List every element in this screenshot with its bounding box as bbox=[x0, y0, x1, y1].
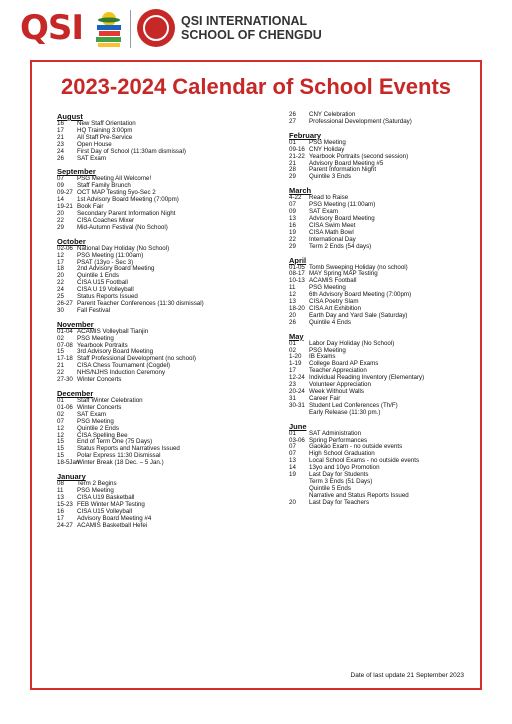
event-text: Teacher Appreciation bbox=[309, 367, 367, 375]
event-row bbox=[289, 500, 479, 507]
event-text: CISA Art Exhibition bbox=[309, 304, 361, 312]
event-text: Quintile 2 Ends bbox=[77, 424, 119, 432]
event-text: Narrative and Status Reports Issued bbox=[309, 491, 409, 499]
event-text: Status Reports Issued bbox=[77, 293, 138, 301]
event-date: 26 bbox=[289, 111, 296, 118]
event-text: CISA Swim Meet bbox=[309, 221, 356, 229]
event-text: PSG Meeting (11:00am) bbox=[309, 201, 376, 209]
event-text: Secondary Parent Information Night bbox=[77, 209, 176, 217]
event-date: 15 bbox=[57, 445, 64, 453]
event-date: 07 bbox=[289, 201, 296, 209]
event-date: 09-27 bbox=[57, 189, 73, 197]
event-date: 17 bbox=[289, 367, 296, 375]
event-text: Staff Family Brunch bbox=[77, 182, 131, 190]
event-date: 29 bbox=[57, 223, 64, 231]
event-text: CISA U19 Basketball bbox=[77, 493, 135, 501]
event-text: CISA Chess Tournament (Cogdel) bbox=[77, 362, 171, 370]
event-date: 1-20 bbox=[289, 353, 302, 361]
month-heading: December bbox=[57, 389, 94, 398]
event-text: Labor Day Holiday (No School) bbox=[309, 339, 395, 347]
event-date: 22 bbox=[57, 279, 64, 287]
event-row bbox=[57, 156, 257, 163]
event-text: IB Exams bbox=[309, 353, 336, 361]
event-date: 20-24 bbox=[289, 388, 305, 395]
header-divider bbox=[130, 10, 131, 48]
event-date: 09 bbox=[57, 182, 64, 190]
month-section bbox=[289, 332, 479, 417]
event-row bbox=[57, 225, 257, 232]
event-date: 20 bbox=[57, 272, 64, 280]
event-text: HQ Training 3:00pm bbox=[77, 126, 133, 134]
event-date: 31 bbox=[289, 394, 296, 402]
event-date: 1-19 bbox=[289, 360, 302, 368]
event-date bbox=[289, 486, 309, 493]
event-text: Book Fair bbox=[77, 203, 104, 211]
event-date: 16 bbox=[289, 221, 296, 229]
event-date: 29 bbox=[289, 242, 296, 250]
event-date: 24 bbox=[57, 286, 64, 294]
month-section bbox=[289, 112, 479, 126]
event-date: 26 bbox=[289, 318, 296, 326]
event-text: ACAMIS Basketball Hefei bbox=[77, 521, 148, 529]
event-date: 17-18 bbox=[57, 355, 73, 363]
event-text: CNY Celebration bbox=[309, 111, 356, 118]
event-text: PSG Meeting bbox=[77, 486, 114, 494]
event-date: 07-08 bbox=[57, 341, 73, 349]
month-section bbox=[289, 256, 479, 327]
event-text: Professional Development (Saturday) bbox=[309, 117, 412, 125]
event-date: 21 bbox=[57, 133, 64, 141]
event-text: FEB Winter MAP Testing bbox=[77, 500, 145, 508]
event-text: All Staff Pre-Service bbox=[77, 133, 133, 141]
event-text: Term 3 Ends (51 Days) bbox=[309, 477, 373, 485]
event-text: Term 2 Begins bbox=[77, 480, 117, 488]
event-text: CISA U15 Volleyball bbox=[77, 507, 133, 515]
school-seal-icon bbox=[137, 9, 175, 47]
event-date: 01-05 bbox=[289, 263, 305, 271]
event-date: 16 bbox=[57, 507, 64, 515]
event-text: Mid-Autumn Festival (No School) bbox=[77, 223, 168, 231]
event-text: International Day bbox=[309, 235, 356, 243]
month-heading: March bbox=[289, 186, 312, 196]
event-text: Gaokao Exam - no outside events bbox=[309, 443, 403, 451]
event-text: PSG Meeting bbox=[77, 417, 114, 425]
event-date: 28 bbox=[289, 166, 296, 174]
month-section bbox=[289, 131, 479, 181]
event-date: 12 bbox=[57, 251, 64, 259]
month-section bbox=[57, 389, 257, 467]
event-date: 27-30 bbox=[57, 376, 73, 384]
event-text: CISA Math Bowl bbox=[309, 228, 354, 236]
event-date: 01 bbox=[289, 138, 296, 146]
event-text: PSG Meeting bbox=[77, 334, 114, 342]
event-text: Open House bbox=[77, 140, 112, 148]
page-header bbox=[0, 0, 512, 56]
event-text: Yearbook Portraits (second session) bbox=[309, 152, 409, 160]
event-date: 18-20 bbox=[289, 304, 305, 312]
event-date: 23 bbox=[57, 140, 64, 148]
event-text: CISA Coaches Mixer bbox=[77, 216, 135, 224]
event-text: Earth Day and Yard Sale (Saturday) bbox=[309, 311, 408, 319]
event-date: 11 bbox=[57, 486, 64, 494]
school-name-line2: SCHOOL OF CHENGDU bbox=[181, 28, 322, 42]
event-text: Student Led Conferences (Th/F) bbox=[309, 401, 398, 409]
right-column bbox=[289, 112, 479, 507]
event-text: Career Fair bbox=[309, 394, 341, 402]
event-text: Polar Express 11:30 Dismissal bbox=[77, 452, 161, 460]
event-text: Status Reports and Narratives Issued bbox=[77, 445, 180, 453]
school-name-line1: QSI INTERNATIONAL bbox=[181, 14, 308, 28]
event-date: 07 bbox=[289, 443, 296, 451]
event-text: 6th Advisory Board Meeting (7:00pm) bbox=[309, 291, 412, 299]
event-text: Staff Winter Celebration bbox=[77, 397, 143, 404]
event-date: 02 bbox=[289, 346, 296, 354]
event-text: Winter Concerts bbox=[77, 403, 122, 411]
event-text: High School Graduation bbox=[309, 450, 375, 458]
event-date: 17 bbox=[57, 126, 64, 134]
event-text: Last Day for Teachers bbox=[309, 498, 370, 506]
event-text: CISA Poetry Slam bbox=[309, 298, 359, 306]
event-date: 30-31 bbox=[289, 401, 305, 409]
event-date: 12-24 bbox=[289, 374, 305, 382]
month-section bbox=[57, 320, 257, 384]
event-text: End of Term One (75 Days) bbox=[77, 438, 153, 446]
month-heading: November bbox=[57, 319, 94, 329]
event-text: Winter Concerts bbox=[77, 376, 122, 384]
event-date: 20 bbox=[289, 311, 296, 319]
event-row bbox=[289, 119, 479, 126]
event-date: 07 bbox=[57, 417, 64, 425]
event-date: 10-13 bbox=[289, 277, 305, 285]
event-date: 17 bbox=[57, 514, 64, 522]
month-heading: May bbox=[289, 331, 304, 341]
qsi-logo-text: QSI bbox=[20, 8, 84, 48]
event-date: 13 bbox=[289, 298, 296, 306]
event-date: 08 bbox=[57, 480, 64, 488]
event-text: Tomb Sweeping Holiday (no school) bbox=[309, 263, 408, 271]
event-row bbox=[57, 523, 257, 530]
event-text: Spring Performances bbox=[309, 436, 368, 444]
month-heading: February bbox=[289, 130, 322, 140]
event-text: Term 2 Ends (54 days) bbox=[309, 242, 372, 250]
event-row bbox=[289, 174, 479, 181]
event-text: NHS/NJHS Induction Ceremony bbox=[77, 369, 166, 377]
left-column bbox=[57, 112, 257, 529]
last-update-footer: Date of last update 21 September 2023 bbox=[350, 672, 464, 679]
event-text: Volunteer Appreciation bbox=[309, 381, 371, 389]
event-date: 26 bbox=[57, 154, 64, 162]
month-heading: October bbox=[57, 236, 86, 246]
event-text: Local School Exams - no outside events bbox=[309, 457, 420, 465]
month-section bbox=[57, 237, 257, 315]
event-text: Quintile 1 Ends bbox=[77, 272, 119, 280]
event-text: 3rd Advisory Board Meeting bbox=[77, 348, 154, 356]
event-row bbox=[289, 244, 479, 251]
month-section bbox=[57, 167, 257, 231]
event-date: 07 bbox=[57, 175, 64, 183]
event-date: 15 bbox=[57, 348, 64, 356]
books-logo-icon bbox=[94, 10, 124, 48]
event-date: 23 bbox=[289, 381, 296, 389]
event-date: 03-06 bbox=[289, 436, 305, 444]
event-date: 02 bbox=[57, 334, 64, 342]
event-text: College Board AP Exams bbox=[309, 360, 379, 368]
event-text: Quintile 3 Ends bbox=[309, 173, 351, 181]
event-text: PSG Meeting bbox=[309, 284, 346, 292]
event-text: 2nd Advisory Board Meeting bbox=[77, 265, 155, 273]
event-text: OCT MAP Testing 5yo-Sec 2 bbox=[77, 189, 156, 197]
event-date: 01-04 bbox=[57, 327, 73, 335]
event-text: SAT Exam bbox=[77, 410, 106, 418]
event-text: SAT Exam bbox=[77, 154, 106, 162]
event-date: 11 bbox=[289, 284, 296, 292]
event-date: 4-22 bbox=[289, 194, 302, 202]
event-row bbox=[57, 308, 257, 315]
event-text: New Staff Orientation bbox=[77, 120, 136, 127]
month-section bbox=[57, 112, 257, 162]
event-text: PSG Meeting bbox=[309, 138, 346, 146]
event-date: 07 bbox=[289, 450, 296, 458]
event-text: Advisory Board Meeting #4 bbox=[77, 514, 152, 522]
event-text: Early Release (11:30 pm.) bbox=[309, 408, 381, 416]
event-date: 20 bbox=[57, 209, 64, 217]
event-date: 26-27 bbox=[57, 299, 73, 307]
event-text: Parent Information Night bbox=[309, 166, 377, 174]
event-date: 15 bbox=[57, 438, 64, 446]
event-date: 14 bbox=[57, 196, 64, 204]
event-date: 15 bbox=[57, 452, 64, 460]
event-text: First Day of School (11:30am dismissal) bbox=[77, 147, 186, 155]
event-date: 21 bbox=[57, 362, 64, 370]
event-text: National Day Holiday (No School) bbox=[77, 244, 170, 252]
event-date: 29 bbox=[289, 173, 296, 181]
event-text: CISA Spelling Bee bbox=[77, 431, 128, 439]
event-text: Read to Raise bbox=[309, 194, 349, 202]
event-text: PSG Meeting All Welcome! bbox=[77, 175, 152, 183]
event-text: CISA U 19 Volleyball bbox=[77, 286, 134, 294]
month-heading: April bbox=[289, 255, 307, 265]
event-date: 01 bbox=[289, 339, 296, 347]
event-text: ACAMIS Volleyball Tianjin bbox=[77, 327, 149, 335]
month-section bbox=[289, 422, 479, 507]
event-date: 12 bbox=[57, 431, 64, 439]
event-date: 13 bbox=[289, 457, 296, 465]
event-date: 12 bbox=[57, 424, 64, 432]
event-date: 22 bbox=[57, 216, 64, 224]
month-section bbox=[289, 186, 479, 250]
event-row bbox=[289, 320, 479, 327]
event-date: 18 bbox=[57, 265, 64, 273]
event-text: Week Without Walls bbox=[309, 388, 365, 395]
event-date: 01 bbox=[289, 429, 296, 437]
month-heading: August bbox=[57, 112, 83, 121]
event-text: Yearbook Portraits bbox=[77, 341, 128, 349]
event-text: Winter Break (18 Dec. – 5 Jan.) bbox=[77, 459, 164, 467]
event-text: SAT Exam bbox=[309, 208, 338, 216]
event-date: 02 bbox=[57, 410, 64, 418]
event-row bbox=[289, 410, 479, 417]
event-date: 08-17 bbox=[289, 270, 305, 278]
event-date: 27 bbox=[289, 117, 296, 125]
event-date bbox=[289, 410, 309, 417]
event-date: 22 bbox=[289, 235, 296, 243]
event-date: 19-21 bbox=[57, 203, 73, 211]
event-text: ACAMIS Football bbox=[309, 277, 357, 285]
event-text: 13yo and 10yo Promotion bbox=[309, 464, 380, 472]
event-date: 19 bbox=[289, 471, 296, 479]
event-row bbox=[57, 377, 257, 384]
event-text: Quintile 4 Ends bbox=[309, 318, 351, 326]
month-section bbox=[57, 472, 257, 529]
event-text: CNY Holiday bbox=[309, 145, 345, 153]
event-date: 19 bbox=[289, 228, 296, 236]
event-text: Individual Reading Inventory (Elementary) bbox=[309, 374, 425, 382]
month-heading: June bbox=[289, 421, 307, 431]
event-text: Quintile 5 Ends bbox=[309, 484, 351, 492]
event-date: 13 bbox=[289, 214, 296, 222]
event-date: 01-06 bbox=[57, 403, 73, 411]
month-heading: January bbox=[57, 472, 86, 482]
event-date: 16 bbox=[57, 120, 64, 127]
event-text: Fall Festival bbox=[77, 306, 111, 314]
event-date: 13 bbox=[57, 493, 64, 501]
event-text: PSAT (13yo - Sec 3) bbox=[77, 258, 134, 266]
event-date: 30 bbox=[57, 306, 64, 314]
event-text: Staff Professional Development (no school) bbox=[77, 355, 196, 363]
page-title: 2023-2024 Calendar of School Events bbox=[60, 74, 452, 99]
event-text: PSG Meeting bbox=[309, 346, 346, 354]
event-date: 25 bbox=[57, 293, 64, 301]
event-date: 22 bbox=[57, 369, 64, 377]
event-text: CISA U15 Football bbox=[77, 279, 128, 287]
event-date: 21 bbox=[289, 159, 296, 167]
event-text: Parent Teacher Conferences (11:30 dismissal) bbox=[77, 299, 204, 307]
event-text: MAY Spring MAP Testing bbox=[309, 270, 378, 278]
event-text: Advisory Board Meeting bbox=[309, 214, 375, 222]
event-date: 12 bbox=[289, 291, 296, 299]
event-date bbox=[289, 479, 309, 486]
event-row bbox=[57, 460, 257, 467]
event-date: 02-06 bbox=[57, 244, 73, 252]
event-date: 20 bbox=[289, 498, 296, 506]
event-date: 14 bbox=[289, 464, 296, 472]
month-heading: September bbox=[57, 167, 96, 177]
event-date: 09-16 bbox=[289, 145, 305, 153]
event-text: 1st Advisory Board Meeting (7:00pm) bbox=[77, 196, 179, 204]
school-name bbox=[181, 14, 322, 42]
event-date: 24-27 bbox=[57, 521, 73, 529]
event-date: 09 bbox=[289, 208, 296, 216]
event-date: 24 bbox=[57, 147, 64, 155]
event-date: 01 bbox=[57, 397, 64, 404]
event-date: 15-23 bbox=[57, 500, 73, 508]
event-date: 17 bbox=[57, 258, 64, 266]
event-text: PSG Meeting (11:00am) bbox=[77, 251, 144, 259]
event-date: 18-5Jan bbox=[57, 459, 80, 467]
event-text: Last Day for Students bbox=[309, 471, 369, 479]
event-text: Advisory Board Meeting #5 bbox=[309, 159, 384, 167]
event-text: SAT Administration bbox=[309, 429, 362, 437]
event-date: 21-22 bbox=[289, 152, 305, 160]
